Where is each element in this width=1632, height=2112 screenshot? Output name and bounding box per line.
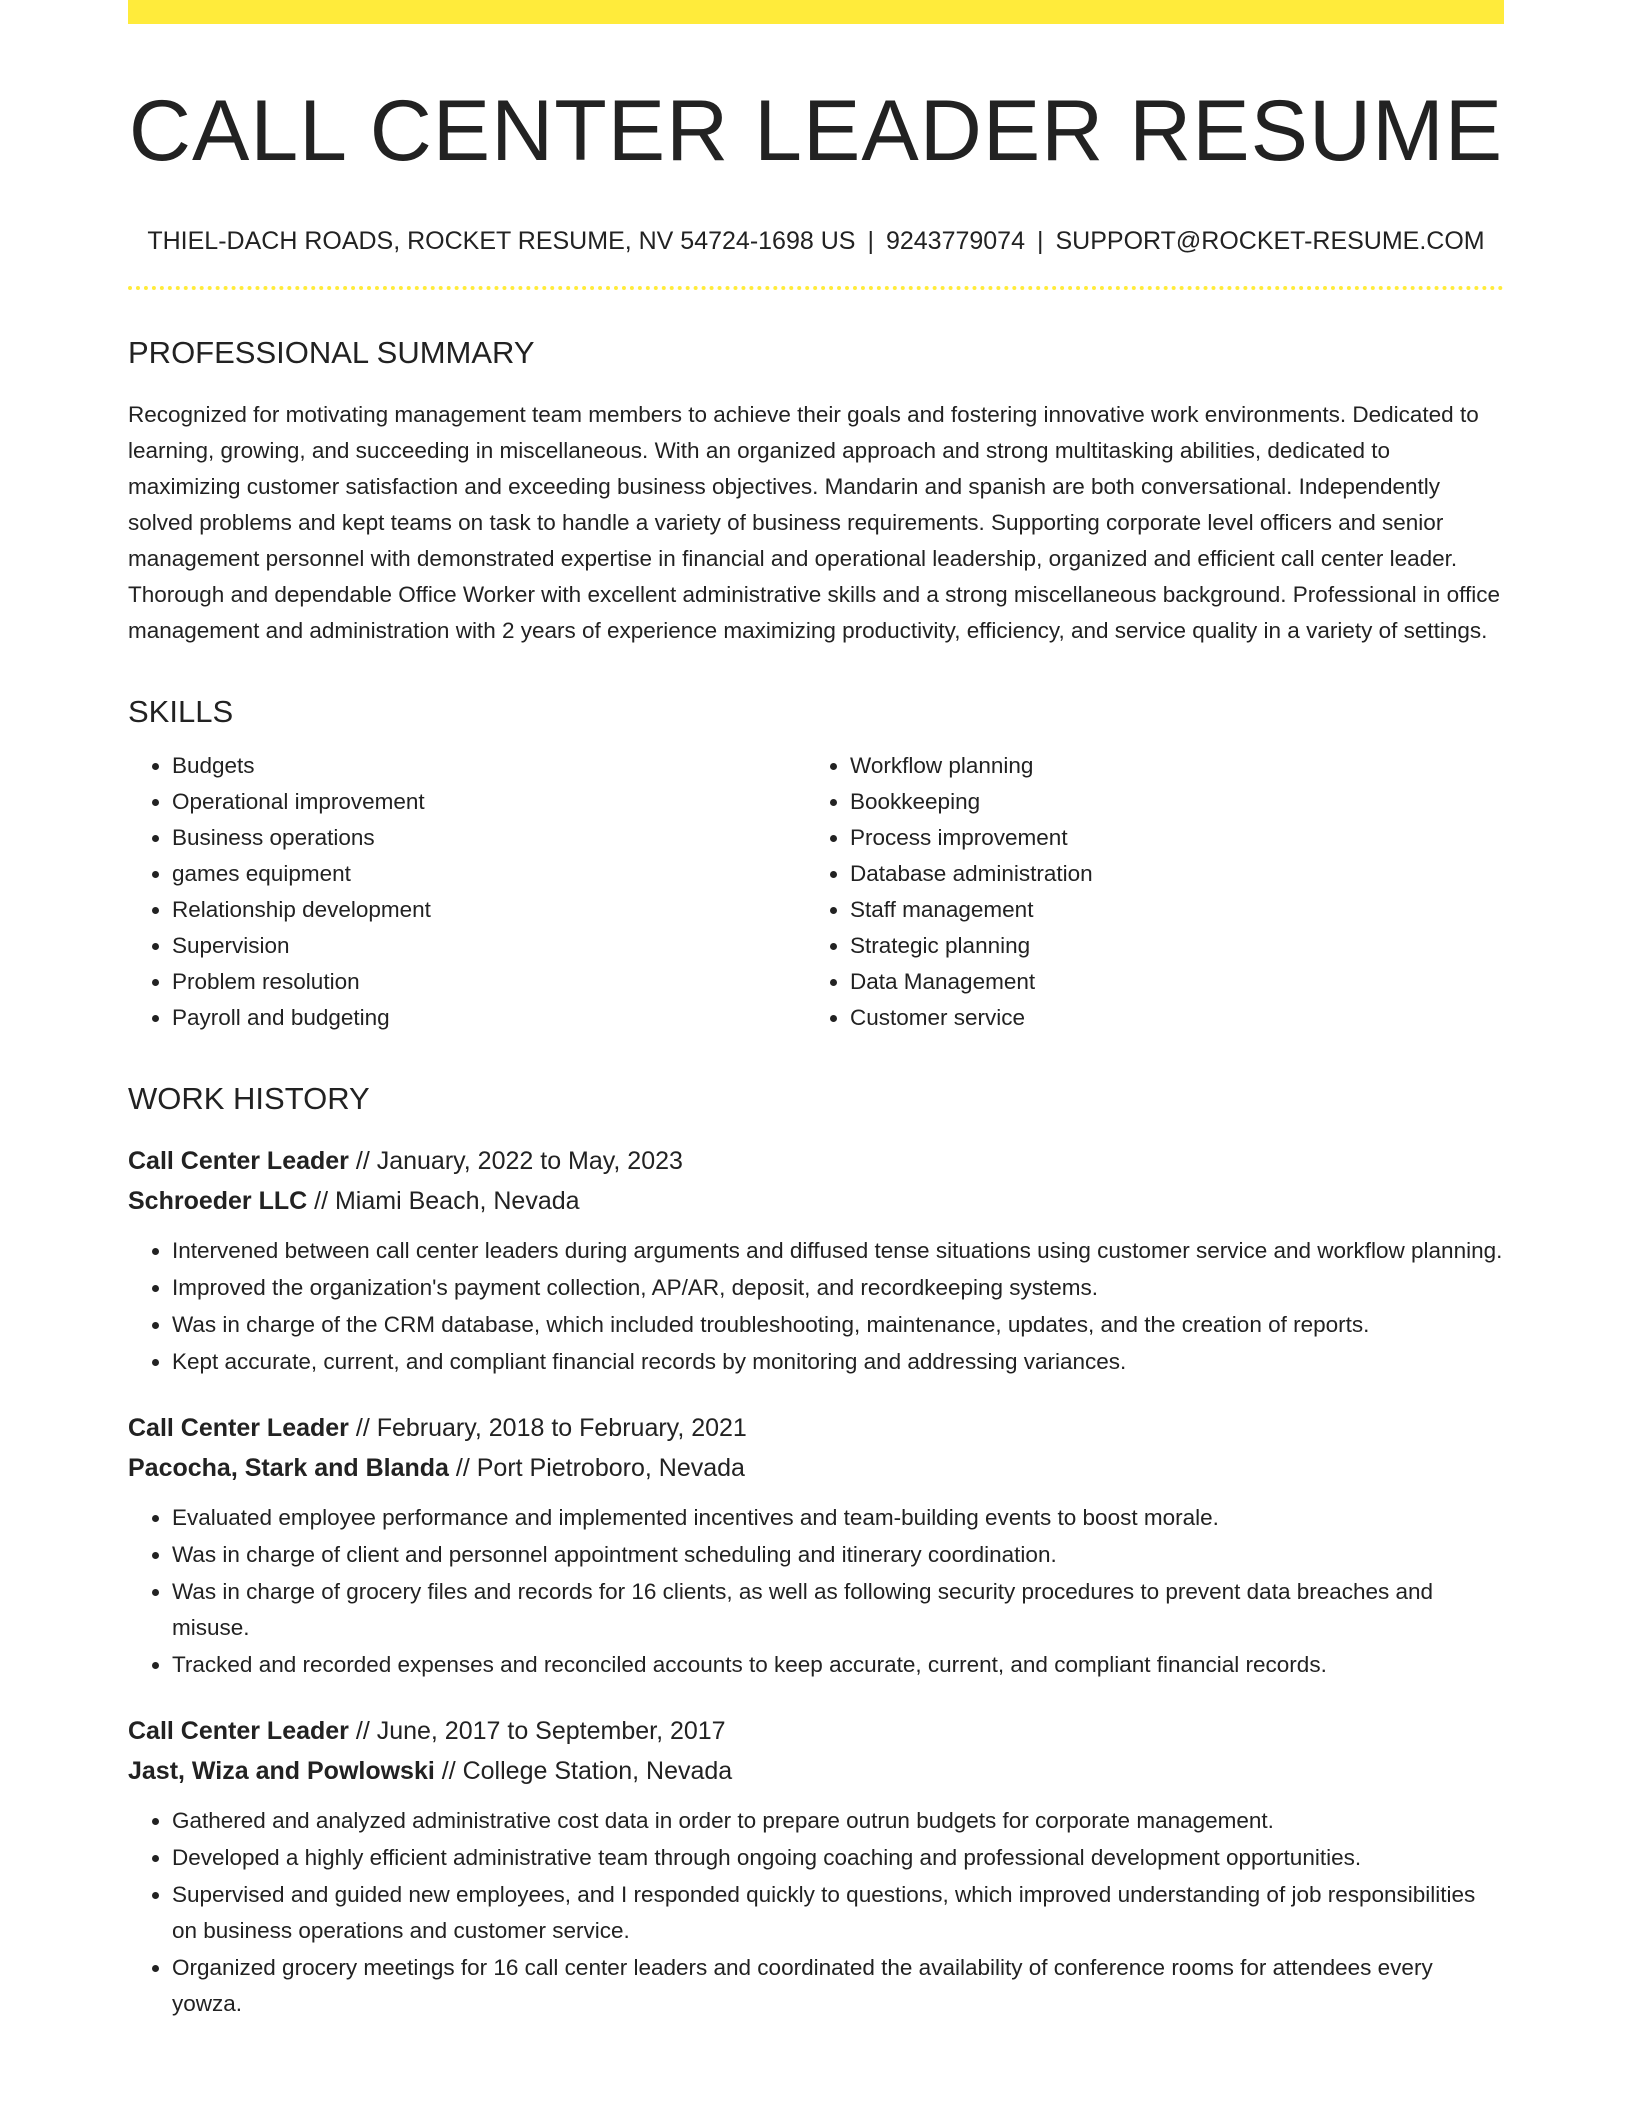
skills-list — [128, 748, 1504, 1036]
resume-title: CALL CENTER LEADER RESUME — [128, 83, 1504, 179]
job-dates: // February, 2018 to February, 2021 — [348, 1414, 747, 1443]
job-role: Call Center Leader — [128, 1147, 349, 1176]
job-bullet: • Organized grocery meetings for 16 call center leaders and coordinated the availability of conference rooms for attendees every yowza. — [172, 1950, 1504, 2022]
summary-heading: PROFESSIONAL SUMMARY — [128, 334, 535, 370]
job-company: Jast, Wiza and Powlowski — [128, 1757, 435, 1786]
job-location: // Port Pietroboro, Nevada — [448, 1454, 745, 1483]
skill-item: • Payroll and budgeting — [172, 1000, 806, 1036]
job-bullet: • Supervised and guided new employees, and I responded quickly to questions, which improved understanding of job responsibilities on business operations and customer service. — [172, 1877, 1504, 1949]
job-company-line — [128, 1181, 1504, 1221]
job-bullet: • Intervened between call center leaders during arguments and diffused tense situations using customer service and workflow planning. — [172, 1233, 1504, 1269]
job-role: Call Center Leader — [128, 1717, 349, 1746]
resume-page — [128, 0, 1504, 2023]
job-entry — [128, 1711, 1504, 2022]
skills-column-left — [128, 748, 806, 1036]
address-text: THIEL-DACH ROADS, ROCKET RESUME, NV 54724-1698 US — [147, 226, 856, 255]
dotted-divider — [128, 286, 1504, 290]
skill-item: • Customer service — [850, 1000, 1484, 1036]
skill-item: • Business operations — [172, 820, 806, 856]
skill-item: • Workflow planning — [850, 748, 1484, 784]
skill-item: • Supervision — [172, 928, 806, 964]
job-company-line — [128, 1751, 1504, 1791]
job-bullets — [128, 1233, 1504, 1380]
job-role: Call Center Leader — [128, 1414, 349, 1443]
job-bullet: • Developed a highly efficient administrative team through ongoing coaching and professional development opportunities. — [172, 1840, 1504, 1876]
contact-line — [128, 227, 1504, 256]
job-bullets — [128, 1500, 1504, 1683]
job-bullet: • Evaluated employee performance and implemented incentives and team-building events to boost morale. — [172, 1500, 1504, 1536]
skill-item: • Relationship development — [172, 892, 806, 928]
job-dates: // June, 2017 to September, 2017 — [348, 1717, 726, 1746]
job-title-line — [128, 1141, 1504, 1181]
job-bullet: • Was in charge of client and personnel appointment scheduling and itinerary coordination. — [172, 1537, 1504, 1573]
job-bullet: • Kept accurate, current, and compliant financial records by monitoring and addressing variances. — [172, 1344, 1504, 1380]
job-bullet: • Gathered and analyzed administrative cost data in order to prepare outrun budgets for corporate management. — [172, 1803, 1504, 1839]
skill-item: • Operational improvement — [172, 784, 806, 820]
skill-item: • Bookkeeping — [850, 784, 1484, 820]
job-company: Schroeder LLC — [128, 1187, 308, 1216]
job-title-line — [128, 1408, 1504, 1448]
skill-item: • Data Management — [850, 964, 1484, 1000]
job-dates: // January, 2022 to May, 2023 — [348, 1147, 683, 1176]
work-history-heading: WORK HISTORY — [128, 1080, 370, 1116]
summary-text: Recognized for motivating management team members to achieve their goals and fostering innovative work environments. Dedicated to learning, growing, and succeeding in miscellaneous. With an organized approach and strong multitasking abilities, dedicated to maximizing customer satisfaction and exceeding business objectives. Mandarin and spanish are both conversational. Independently solved problems and kept teams on task to handle a variety of business requirements. Supporting corporate level officers and senior management personnel with demonstrated expertise in financial and operational leadership, organized and efficient call center leader. Thorough and dependable Office Worker with excellent administrative skills and a strong miscellaneous background. Professional in office management and administration with 2 years of experience maximizing productivity, efficiency, and service quality in a variety of settings. — [128, 401, 1501, 643]
job-bullet: • Was in charge of grocery files and records for 16 clients, as well as following security procedures to prevent data breaches and misuse. — [172, 1574, 1504, 1646]
job-company: Pacocha, Stark and Blanda — [128, 1454, 449, 1483]
top-accent-bar — [128, 0, 1504, 24]
skill-item: • Staff management — [850, 892, 1484, 928]
phone-text: 9243779074 — [885, 226, 1025, 255]
skill-item: • Database administration — [850, 856, 1484, 892]
skill-item: • Process improvement — [850, 820, 1484, 856]
job-bullets — [128, 1803, 1504, 2022]
contact-separator: | — [1037, 226, 1044, 255]
skill-item: • Budgets — [172, 748, 806, 784]
email-text: SUPPORT@ROCKET-RESUME.COM — [1055, 226, 1485, 255]
skill-item: • Strategic planning — [850, 928, 1484, 964]
job-bullet: • Was in charge of the CRM database, which included troubleshooting, maintenance, updates, and the creation of reports. — [172, 1307, 1504, 1343]
job-location: // Miami Beach, Nevada — [307, 1187, 580, 1216]
job-entry — [128, 1141, 1504, 1380]
skills-heading: SKILLS — [128, 693, 234, 729]
job-bullet: • Improved the organization's payment collection, AP/AR, deposit, and recordkeeping systems. — [172, 1270, 1504, 1306]
skills-column-right — [806, 748, 1484, 1036]
skill-item: • Problem resolution — [172, 964, 806, 1000]
job-company-line — [128, 1448, 1504, 1488]
job-bullet: • Tracked and recorded expenses and reconciled accounts to keep accurate, current, and compliant financial records. — [172, 1647, 1504, 1683]
skill-item: • games equipment — [172, 856, 806, 892]
job-entry — [128, 1408, 1504, 1683]
contact-separator: | — [867, 226, 874, 255]
job-location: // College Station, Nevada — [434, 1757, 733, 1786]
job-title-line — [128, 1711, 1504, 1751]
